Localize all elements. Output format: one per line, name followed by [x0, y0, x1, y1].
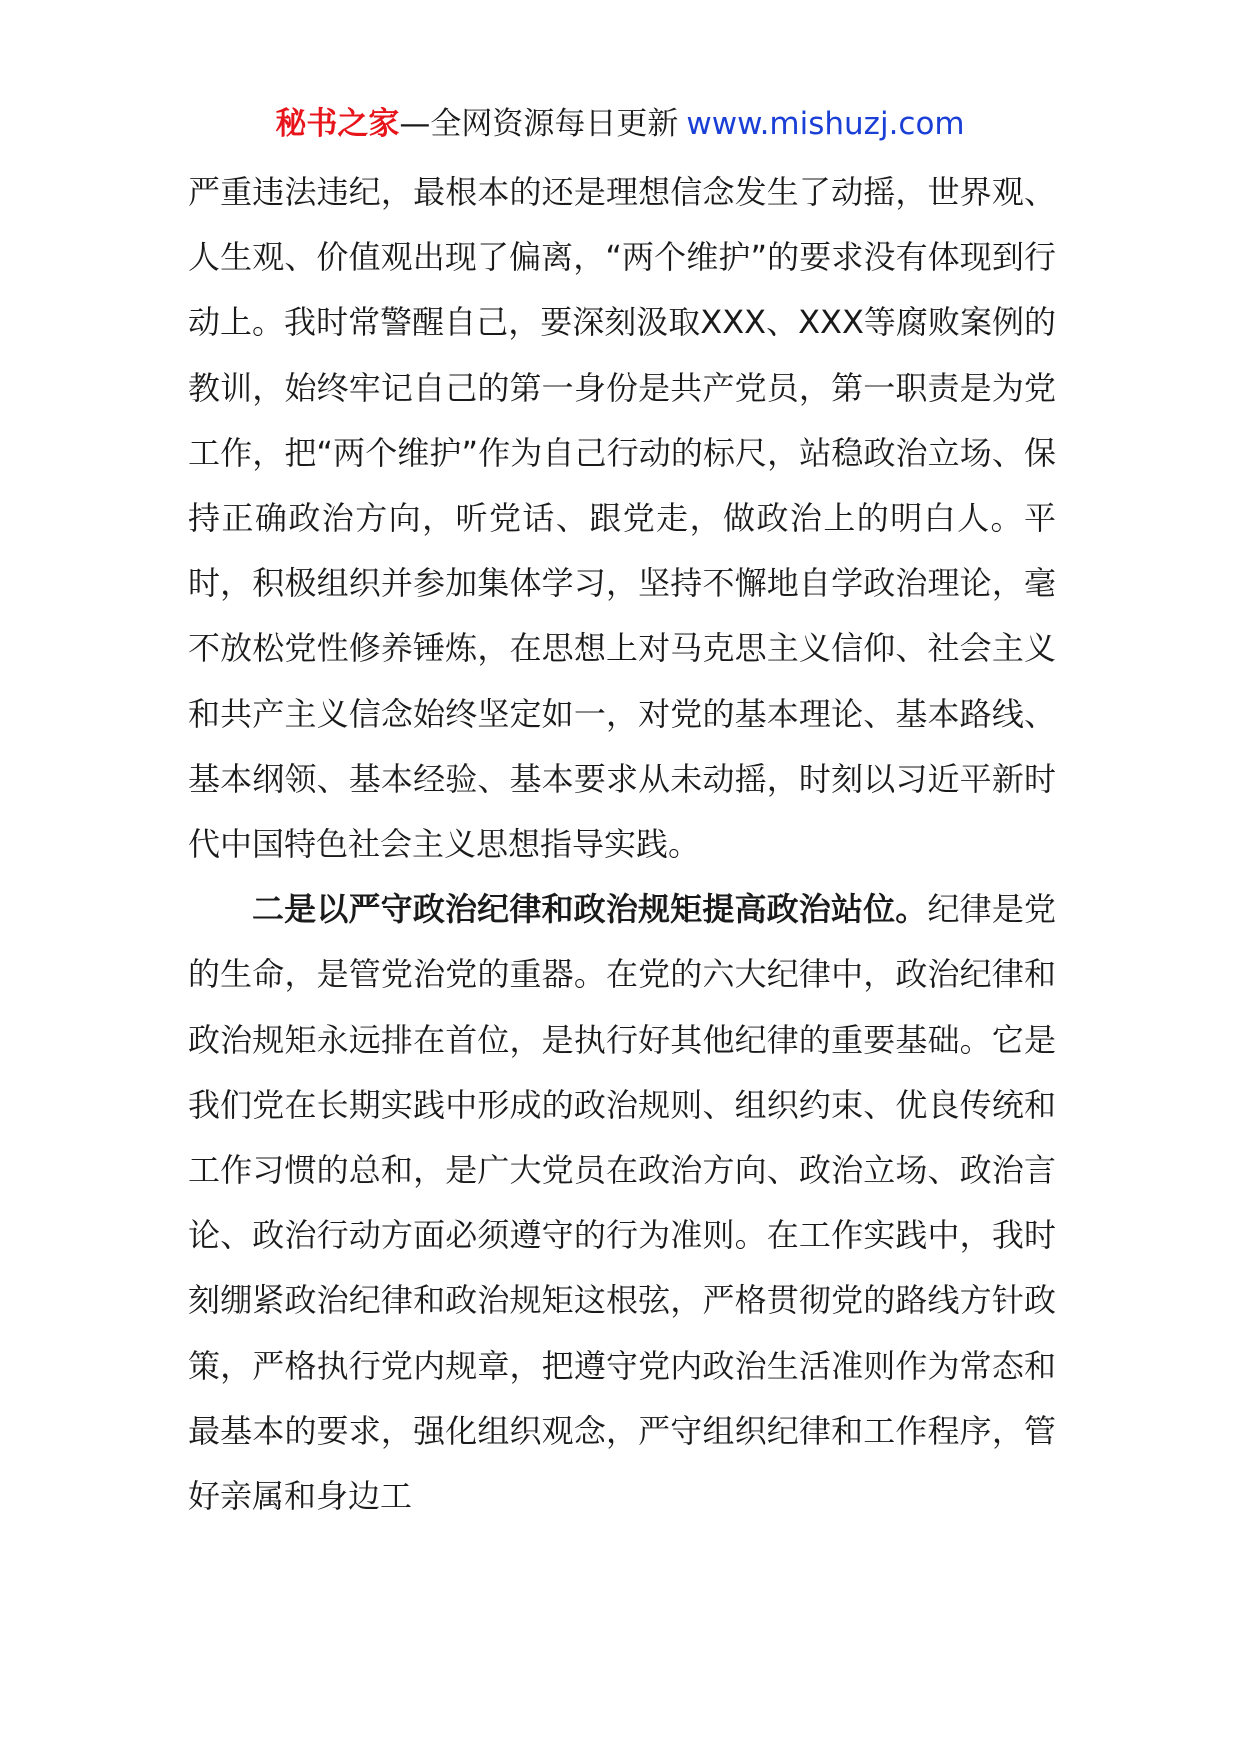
paragraph-2	[188, 877, 1056, 1529]
site-header	[0, 100, 1240, 148]
paragraph-1	[188, 160, 1056, 877]
brand-name: 秘书之家	[275, 106, 400, 142]
site-url-link[interactable]: www.mishuzj.com	[686, 106, 965, 142]
paragraph-1-text: 严重违法违纪，最根本的还是理想信念发生了动摇，世界观、人生观、价值观出现了偏离，“两个维护”的要求没有体现到行动上。我时常警醒自己，要深刻汲取XXX、XXX等腐败案例的教训，始终牢记自己的第一身份是共产党员，第一职责是为党工作，把“两个维护”作为自己行动的标尺，站稳政治立场、保持正确政治方向，听党话、跟党走，做政治上的明白人。平时，积极组织并参加集体学习，坚持不懈地自学政治理论，毫不放松党性修养锤炼，在思想上对马克思主义信仰、社会主义和共产主义信念始终坚定如一，对党的基本理论、基本路线、基本纲领、基本经验、基本要求从未动摇，时刻以习近平新时代中国特色社会主义思想指导实践。	[188, 173, 1056, 864]
header-tagline: —全网资源每日更新	[399, 106, 679, 142]
document-body	[188, 160, 1056, 1529]
paragraph-2-text: 纪律是党的生命，是管党治党的重器。在党的六大纪律中，政治纪律和政治规矩永远排在首位，是执行好其他纪律的重要基础。它是我们党在长期实践中形成的政治规则、组织约束、优良传统和工作习惯的总和，是广大党员在政治方向、政治立场、政治言论、政治行动方面必须遵守的行为准则。在工作实践中，我时刻绷紧政治纪律和政治规矩这根弦，严格贯彻党的路线方针政策，严格执行党内规章，把遵守党内政治生活准则作为常态和最基本的要求，强化组织观念，严守组织纪律和工作程序，管好亲属和身边工	[188, 890, 1056, 1516]
paragraph-2-heading: 二是以严守政治纪律和政治规矩提高政治站位。	[252, 890, 928, 929]
